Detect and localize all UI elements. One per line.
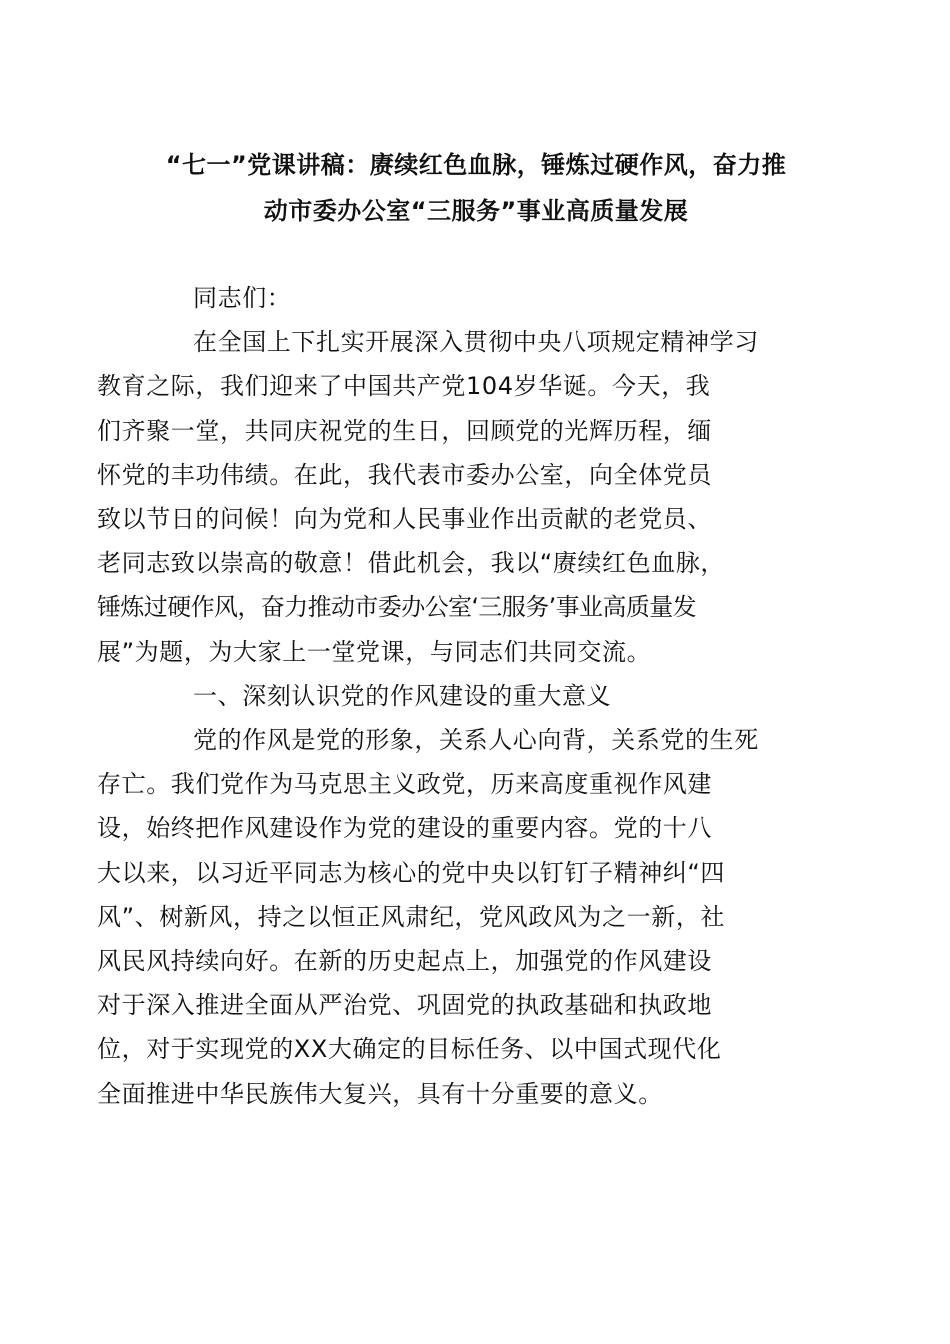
paragraph-line: 全面推进中华民族伟大复兴，具有十分重要的意义。: [97, 1079, 663, 1108]
paragraph-line: 在全国上下扎实开展深入贯彻中央八项规定精神学习: [193, 328, 759, 357]
title-line: 动市委办公室“三服务”事业高质量发展: [263, 197, 689, 225]
section-heading: [145, 674, 807, 718]
paragraph-line: 位，对于实现党的XX大确定的目标任务、以中国式现代化: [97, 1035, 722, 1064]
paragraph-line: 风民风持续向好。在新的历史起点上，加强党的作风建设: [97, 947, 712, 976]
paragraph-line: 们齐聚一堂，共同庆祝党的生日，回顾党的光辉历程，缅: [97, 416, 712, 445]
salutation-text: 同志们：: [193, 284, 292, 312]
title-line: “七一”党课讲稿：赓续红色血脉，锤炼过硬作风，奋力推: [165, 151, 787, 179]
paragraph-line: 老同志致以崇高的敬意！借此机会，我以“赓续红色血脉，: [97, 549, 726, 578]
paragraph-line: 对于深入推进全面从严治党、巩固党的执政基础和执政地: [97, 991, 712, 1020]
document-body: [97, 276, 807, 1116]
section-heading-text: 一、深刻认识党的作风建设的重大意义: [193, 681, 612, 710]
paragraph-line: 教育之际，我们迎来了中国共产党104岁华诞。今天，我: [97, 372, 711, 401]
document-title: [145, 142, 807, 234]
salutation: [145, 276, 807, 320]
paragraph-line: 存亡。我们党作为马克思主义政党，历来高度重视作风建: [97, 770, 712, 799]
section1-paragraph: [97, 718, 807, 1116]
paragraph-line: 展”为题，为大家上一堂党课，与同志们共同交流。: [97, 637, 652, 666]
intro-paragraph: [97, 320, 807, 674]
paragraph-line: 大以来，以习近平同志为核心的党中央以钉钉子精神纠“四: [97, 858, 726, 887]
paragraph-line: 致以节日的问候！向为党和人民事业作出贡献的老党员、: [97, 505, 712, 534]
paragraph-line: 怀党的丰功伟绩。在此，我代表市委办公室，向全体党员: [97, 460, 712, 489]
document-content: [97, 142, 807, 1116]
paragraph-line: 设，始终把作风建设作为党的建设的重要内容。党的十八: [97, 814, 712, 843]
paragraph-line: 党的作风是党的形象，关系人心向背，关系党的生死: [193, 726, 759, 755]
paragraph-line: 锤炼过硬作风，奋力推动市委办公室‘三服务’事业高质量发: [97, 593, 697, 622]
paragraph-line: 风”、树新风，持之以恒正风肃纪，党风政风为之一新，社: [97, 902, 726, 931]
